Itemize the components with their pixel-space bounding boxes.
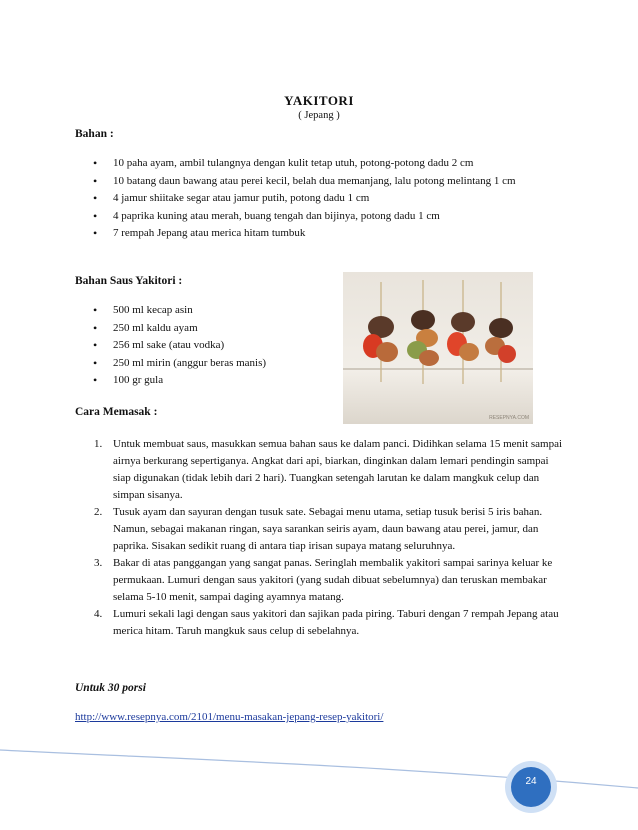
step-text: Untuk membuat saus, masukkan semua bahan saus ke dalam panci. Didihkan selama 15 menit sampai airnya berkurang sepertiganya. Angkat dari api, biarkan, dinginkan dalam lemari pendingin sampai siap digunakan (tidak lebih dari 2 hari). Tuangkan setengah larutan ke dalam mangkuk celup dan simpan sisanya. [113,438,563,501]
source-link[interactable]: http://www.resepnya.com/2101/menu-masakan-jepang-resep-yakitori/ [75,711,384,723]
step-number: 3. [94,557,103,569]
method-heading: Cara Memasak : [75,406,158,418]
step-number: 2. [94,506,103,518]
yakitori-photo [343,272,533,424]
step-number: 1. [94,438,103,450]
page-number: 24 [525,776,537,787]
list-item: • 10 batang daun bawang atau perei kecil, belah dua memanjang, lalu potong melintang 1 cm [0,173,568,191]
step-text: Tusuk ayam dan sayuran dengan tusuk sate. Sebagai menu utama, setiap tusuk berisi 5 iris bahan. Namun, sebagai makanan ringan, saya sarankan seiris ayam, daun bawang atau perei, jamur, dan paprika. Sisakan sedikit ruang di antara tiap irisan supaya matang seluruhnya. [113,506,543,552]
footer-decoration [0,720,638,830]
ingredients-list [0,155,568,243]
list-item [0,606,568,640]
list-item: • 10 paha ayam, ambil tulangnya dengan kulit tetap utuh, potong-potong dadu 2 cm [0,155,568,173]
step-text: Bakar di atas panggangan yang sangat panas. Seringlah membalik yakitori sampai sarinya keluar ke permukaan. Lumuri dengan saus yakitori (yang sudah dibuat sebelumnya) dan teruskan membakar selama 5-10 menit, sampai daging ayamnya matang. [113,557,553,603]
list-item: • 4 paprika kuning atau merah, buang tengah dan bijinya, potong dadu 1 cm [0,208,568,226]
method-steps [0,436,568,640]
step-number: 4. [94,608,103,620]
list-item: • 7 rempah Jepang atau merica hitam tumbuk [0,225,568,243]
list-item: • 250 ml kaldu ayam [0,320,343,338]
portion-note: Untuk 30 porsi [75,682,146,694]
sauce-heading: Bahan Saus Yakitori : [75,275,183,287]
step-text: Lumuri sekali lagi dengan saus yakitori dan sajikan pada piring. Taburi dengan 7 rempah Jepang atau merica hitam. Taruh mangkuk saus celup di sebelahnya. [113,608,559,637]
recipe-title: YAKITORI [284,93,354,108]
sauce-list [0,302,343,390]
list-item: • 4 jamur shiitake segar atau jamur putih, potong dadu 1 cm [0,190,568,208]
list-item: • 100 gr gula [0,372,343,390]
photo-watermark: RESEPNYA.COM [489,415,529,421]
list-item: • 256 ml sake (atau vodka) [0,337,343,355]
list-item [0,436,568,504]
list-item: • 250 ml mirin (anggur beras manis) [0,355,343,373]
ingredients-heading: Bahan : [75,128,114,140]
recipe-subtitle: ( Jepang ) [298,110,340,121]
list-item [0,555,568,606]
list-item [0,504,568,555]
list-item: • 500 ml kecap asin [0,302,343,320]
